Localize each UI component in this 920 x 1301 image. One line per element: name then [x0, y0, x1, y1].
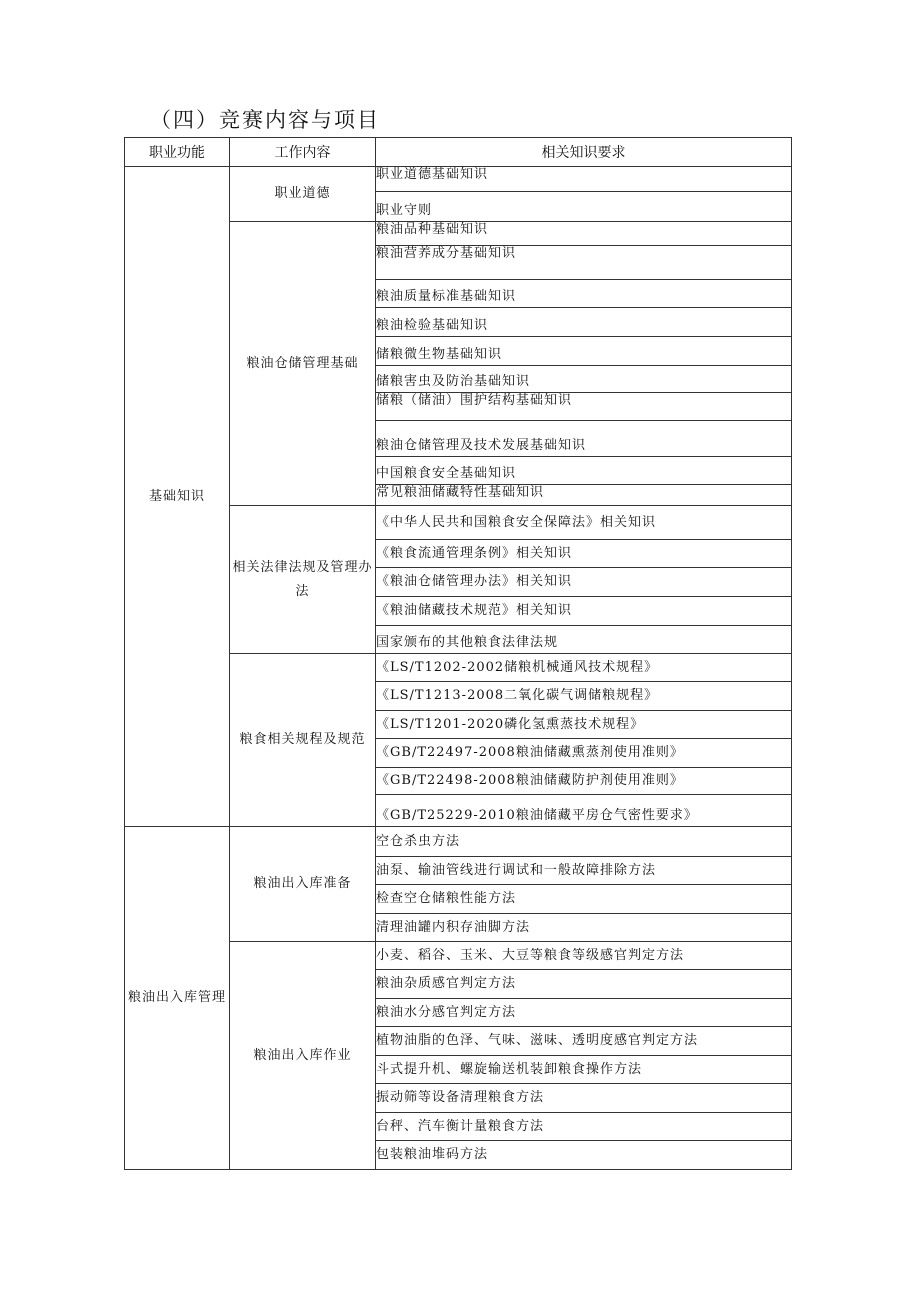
knowledge-item: 小麦、稻谷、玉米、大豆等粮食等级感官判定方法 — [376, 942, 792, 970]
knowledge-item: 储粮害虫及防治基础知识 — [376, 366, 792, 393]
knowledge-item: 粮油品种基础知识 — [376, 222, 792, 246]
knowledge-item: 《LS/T1202-2002储粮机械通风技术规程》 — [376, 654, 792, 682]
content-cell-grain-standards: 粮食相关规程及规范 — [230, 654, 376, 827]
knowledge-item: 储粮微生物基础知识 — [376, 337, 792, 366]
table-row — [125, 167, 792, 192]
knowledge-item: 国家颁布的其他粮食法律法规 — [376, 626, 792, 654]
content-cell-professional-ethics: 职业道德 — [230, 167, 376, 222]
knowledge-item: 包装粮油堆码方法 — [376, 1141, 792, 1170]
knowledge-item: 清理油罐内积存油脚方法 — [376, 914, 792, 942]
knowledge-item: 《粮食流通管理条例》相关知识 — [376, 540, 792, 568]
knowledge-item: 储粮（储油）围护结构基础知识 — [376, 393, 792, 421]
knowledge-item: 检查空仓储粮性能方法 — [376, 885, 792, 914]
knowledge-item: 粮油质量标准基础知识 — [376, 280, 792, 308]
knowledge-item: 油泵、输油管线进行调试和一般故障排除方法 — [376, 857, 792, 885]
header-work-content: 工作内容 — [230, 138, 376, 167]
knowledge-item: 台秤、汽车衡计量粮食方法 — [376, 1113, 792, 1141]
knowledge-item: 《粮油储藏技术规范》相关知识 — [376, 597, 792, 626]
function-cell-inbound-outbound: 粮油出入库管理 — [125, 827, 230, 1170]
knowledge-item: 《GB/T22498-2008粮油储藏防护剂使用准则》 — [376, 768, 792, 795]
table-header-row — [125, 138, 792, 167]
knowledge-item: 空仓杀虫方法 — [376, 827, 792, 857]
knowledge-item: 粮油检验基础知识 — [376, 308, 792, 337]
function-cell-basic-knowledge: 基础知识 — [125, 167, 230, 827]
knowledge-item: 振动筛等设备清理粮食方法 — [376, 1084, 792, 1113]
knowledge-item: 植物油脂的色泽、气味、滋味、透明度感官判定方法 — [376, 1027, 792, 1056]
knowledge-item: 职业守则 — [376, 192, 792, 222]
knowledge-item: 《LS/T1213-2008二氧化碳气调储粮规程》 — [376, 682, 792, 711]
knowledge-item: 粮油营养成分基础知识 — [376, 246, 792, 280]
competition-content-table — [124, 137, 792, 1170]
table-row — [125, 827, 792, 857]
knowledge-item: 职业道德基础知识 — [376, 167, 792, 192]
knowledge-item: 粮油仓储管理及技术发展基础知识 — [376, 421, 792, 457]
knowledge-item: 《中华人民共和国粮食安全保障法》相关知识 — [376, 506, 792, 540]
knowledge-item: 常见粮油储藏特性基础知识 — [376, 485, 792, 506]
header-knowledge-requirements: 相关知识要求 — [376, 138, 792, 167]
knowledge-item: 粮油杂质感官判定方法 — [376, 970, 792, 999]
content-cell-storage-basics: 粮油仓储管理基础 — [230, 222, 376, 506]
knowledge-item: 《GB/T22497-2008粮油储藏熏蒸剂使用准则》 — [376, 739, 792, 768]
knowledge-item: 《粮油仓储管理办法》相关知识 — [376, 568, 792, 597]
knowledge-item: 中国粮食安全基础知识 — [376, 457, 792, 485]
knowledge-item: 粮油水分感官判定方法 — [376, 999, 792, 1027]
section-heading: （四）竞赛内容与项目 — [150, 108, 380, 132]
content-cell-inout-operation: 粮油出入库作业 — [230, 942, 376, 1170]
knowledge-item: 斗式提升机、螺旋输送机装卸粮食操作方法 — [376, 1056, 792, 1084]
content-cell-laws-regulations: 相关法律法规及管理办法 — [230, 506, 376, 654]
knowledge-item: 《GB/T25229-2010粮油储藏平房仓气密性要求》 — [376, 795, 792, 827]
knowledge-item: 《LS/T1201-2020磷化氢熏蒸技术规程》 — [376, 711, 792, 739]
header-occupational-function: 职业功能 — [125, 138, 230, 167]
content-cell-inout-preparation: 粮油出入库准备 — [230, 827, 376, 942]
